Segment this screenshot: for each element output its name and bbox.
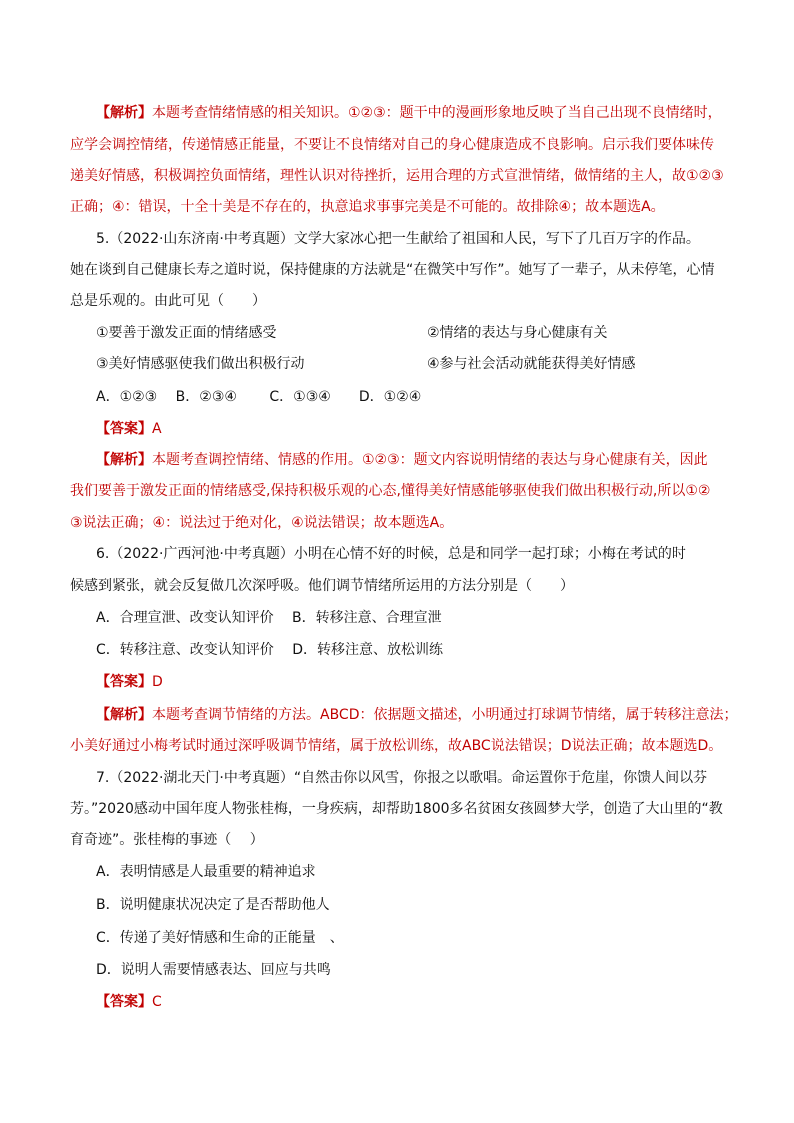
analysis-text: 本题考查调控情绪、情感的作用。①②③：题文内容说明情绪的表达与身心健康有关，因此: [152, 452, 708, 468]
analysis-line: 递美好情感，积极调控负面情绪，理性认识对待挫折，运用合理的方式宣泄情绪，做情绪的主人，故①②③: [70, 168, 724, 184]
option-a: A．表明情感是人最重要的精神追求: [96, 864, 316, 880]
option-c: C．传递了美好情感和生命的正能量 、: [96, 930, 344, 946]
analysis-label: 【解析】: [96, 707, 152, 723]
answer-label: 【答案】: [96, 674, 152, 690]
analysis-line: [96, 706, 738, 724]
answer-value: A: [152, 421, 162, 437]
answer-label: 【答案】: [96, 421, 152, 437]
statement-item: ②情绪的表达与身心健康有关: [427, 325, 608, 341]
analysis-line: [96, 104, 722, 122]
option-d: D．说明人需要情感表达、回应与共鸣: [96, 962, 331, 978]
analysis-line: [96, 451, 708, 469]
answer-value: C: [152, 994, 162, 1010]
question-6-options: C．转移注意、改变认知评价 D．转移注意、放松训练: [96, 642, 444, 658]
question-7-stem: 育奇迹”。张桂梅的事迹（ ）: [70, 832, 264, 848]
answer-line: [96, 673, 163, 691]
statement-item: ①要善于激发正面的情绪感受: [96, 325, 277, 341]
question-7-stem: 7.（2022·湖北天门·中考真题）“自然击你以风雪，你报之以歌唱。命运置你于危崖，你馈人间以芬: [96, 770, 708, 786]
question-6-options: A．合理宣泄、改变认知评价 B．转移注意、合理宣泄: [96, 610, 442, 626]
question-5-options: A．①②③ B．②③④ C．①③④ D．①②④: [96, 389, 422, 405]
question-6-stem: 候感到紧张，就会反复做几次深呼吸。他们调节情绪所运用的方法分别是（ ）: [70, 578, 574, 594]
analysis-label: 【解析】: [96, 452, 152, 468]
answer-line: [96, 993, 162, 1011]
statement-item: ③美好情感驱使我们做出积极行动: [96, 356, 305, 372]
analysis-line: 我们要善于激发正面的情绪感受,保持积极乐观的心态,懂得美好情感能够驱使我们做出积极行动,所以①②: [70, 483, 711, 499]
analysis-text: 本题考查调节情绪的方法。ABCD：依据题文描述，小明通过打球调节情绪，属于转移注意法；: [152, 707, 738, 723]
statement-item: ④参与社会活动就能获得美好情感: [427, 356, 636, 372]
analysis-label: 【解析】: [96, 105, 152, 121]
question-5-stem: 5.（2022·山东济南·中考真题）文学大家冰心把一生献给了祖国和人民，写下了几百万字的作品。: [96, 231, 700, 247]
option-b: B．说明健康状况决定了是否帮助他人: [96, 897, 330, 913]
question-5-stem: 总是乐观的。由此可见（ ）: [70, 293, 266, 309]
analysis-text: 本题考查情绪情感的相关知识。①②③：题干中的漫画形象地反映了当自己出现不良情绪时，: [152, 105, 722, 121]
question-6-stem: 6.（2022·广西河池·中考真题）小明在心情不好的时候，总是和同学一起打球；小梅在考试的时: [96, 546, 686, 562]
question-5-stem: 她在谈到自己健康长寿之道时说，保持健康的方法就是“在微笑中写作”。她写了一辈子，从未停笔，心情: [70, 262, 715, 278]
answer-line: [96, 420, 162, 438]
analysis-line: 小美好通过小梅考试时通过深呼吸调节情绪，属于放松训练，故ABC说法错误；D说法正确；故本题选D。: [70, 738, 723, 754]
analysis-line: ③说法正确；④：说法过于绝对化，④说法错误；故本题选A。: [70, 515, 454, 531]
analysis-line: 正确；④：错误，十全十美是不存在的，执意追求事事完美是不可能的。故排除④；故本题选A。: [70, 199, 665, 215]
answer-label: 【答案】: [96, 994, 152, 1010]
answer-value: D: [152, 674, 163, 690]
analysis-line: 应学会调控情绪，传递情感正能量，不要让不良情绪对自己的身心健康造成不良影响。启示我们要体味传: [70, 137, 714, 153]
question-7-stem: 芳。”2020感动中国年度人物张桂梅，一身疾病，却帮助1800多名贫困女孩圆梦大学，创造了大山里的“教: [70, 801, 723, 817]
